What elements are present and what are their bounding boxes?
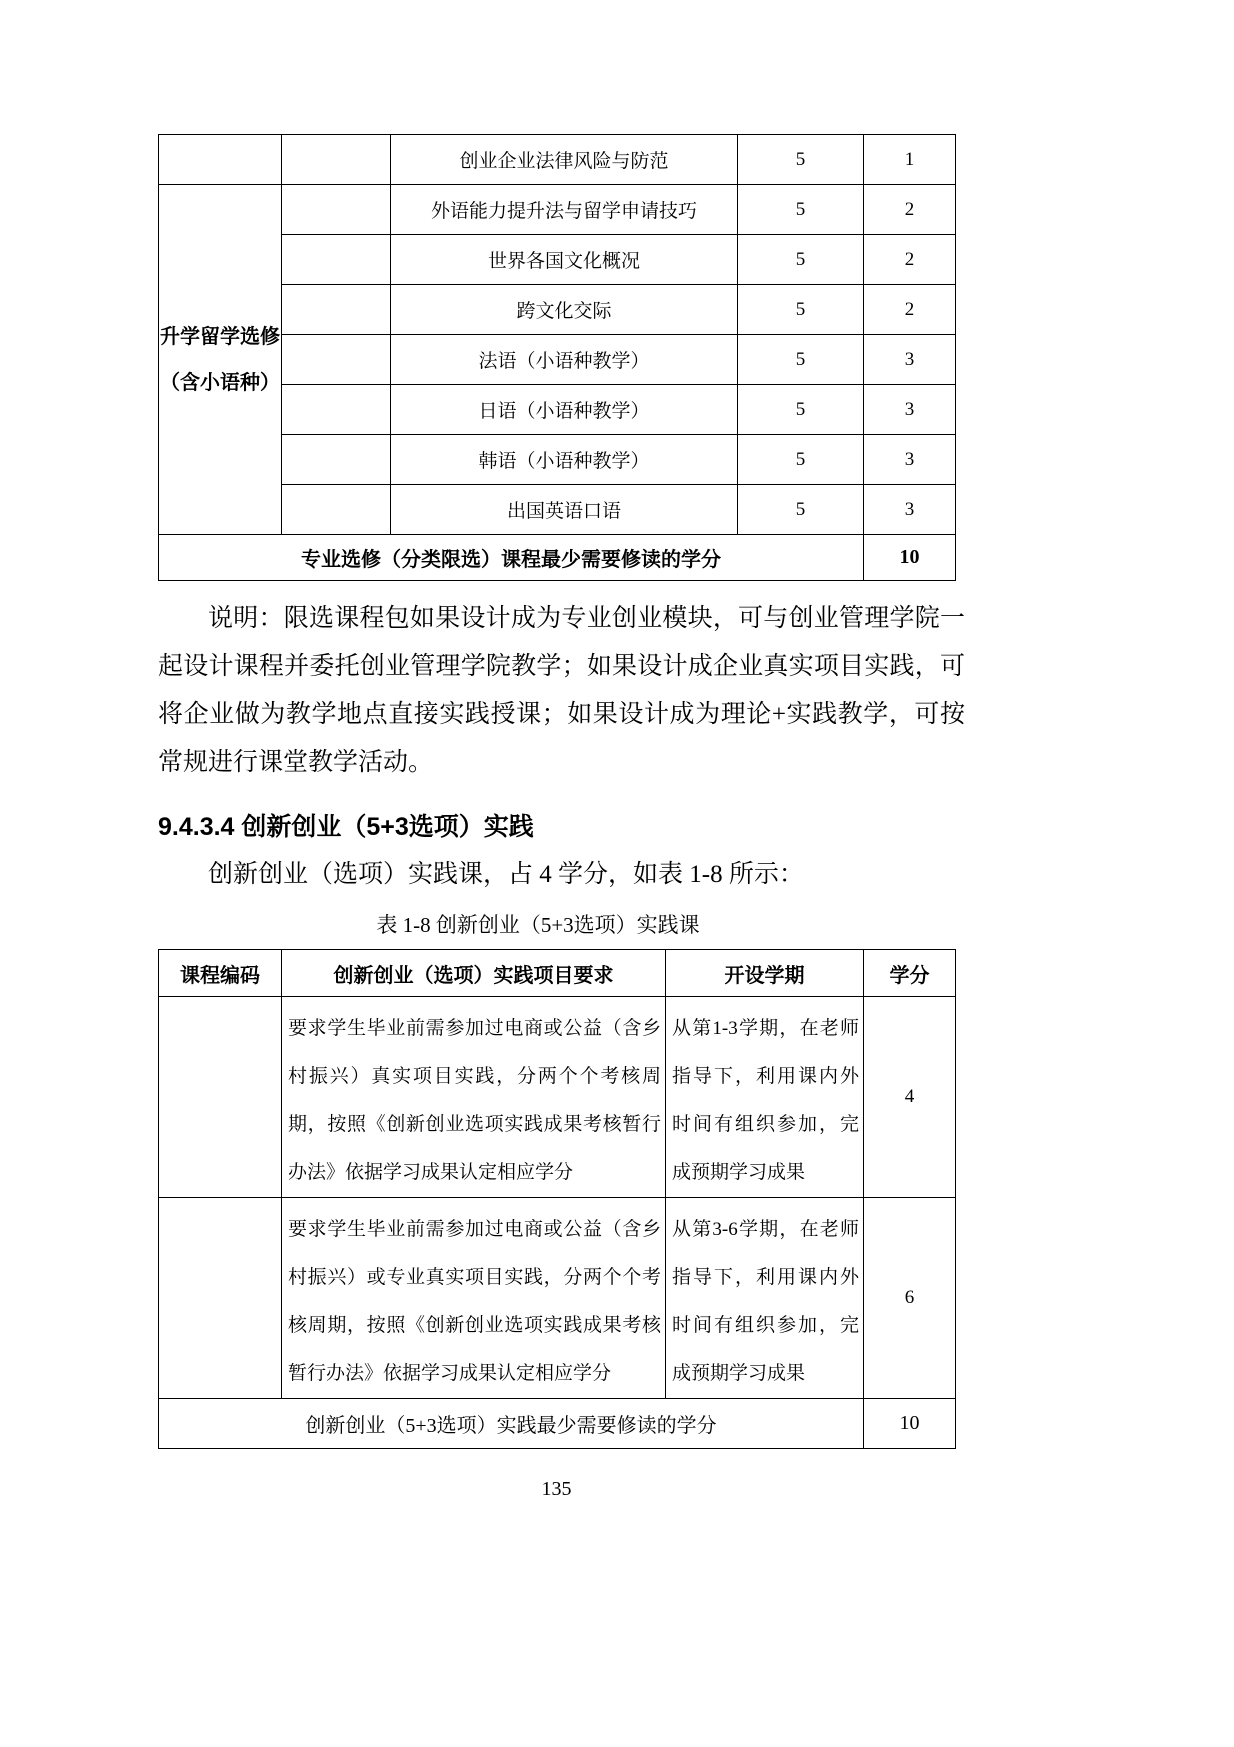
empty-cell [282, 335, 391, 385]
header-semester: 开设学期 [666, 950, 864, 997]
summary-credits-cell: 10 [864, 1399, 956, 1449]
course-name-cell: 出国英语口语 [391, 485, 738, 535]
table-header-row [159, 950, 956, 997]
hours-cell: 5 [738, 485, 864, 535]
table-row [159, 185, 956, 235]
semester-cell: 从第3-6学期，在老师指导下，利用课内外时间有组织参加，完成预期学习成果 [666, 1198, 864, 1399]
empty-cell [159, 135, 282, 185]
hours-cell: 5 [738, 335, 864, 385]
course-group-label [159, 185, 282, 535]
hours-cell: 5 [738, 235, 864, 285]
table-row [159, 135, 956, 185]
course-code-cell [159, 997, 282, 1198]
table-row [159, 997, 956, 1198]
course-name-cell: 创业企业法律风险与防范 [391, 135, 738, 185]
empty-cell [282, 235, 391, 285]
course-name-cell: 外语能力提升法与留学申请技巧 [391, 185, 738, 235]
table-summary-row [159, 1399, 956, 1449]
group-label-line2: （含小语种） [160, 371, 280, 394]
credits-cell: 2 [864, 285, 956, 335]
note-paragraph: 说明：限选课程包如果设计成为专业创业模块，可与创业管理学院一起设计课程并委托创业管理学院教学；如果设计成企业真实项目实践，可将企业做为教学地点直接实践授课；如果设计成为理论+实践教学，可按常规进行课堂教学活动。 [158, 605, 965, 776]
semester-cell: 从第1-3学期，在老师指导下，利用课内外时间有组织参加，完成预期学习成果 [666, 997, 864, 1198]
header-requirement: 创新创业（选项）实践项目要求 [282, 950, 666, 997]
hours-cell: 5 [738, 435, 864, 485]
credits-cell: 4 [864, 997, 956, 1198]
credits-cell: 3 [864, 435, 956, 485]
credits-cell: 2 [864, 235, 956, 285]
table-row [159, 1198, 956, 1399]
course-name-cell: 日语（小语种教学） [391, 385, 738, 435]
intro-paragraph: 创新创业（选项）实践课，占 4 学分，如表 1-8 所示： [208, 861, 804, 888]
empty-cell [282, 285, 391, 335]
header-credits: 学分 [864, 950, 956, 997]
course-name-cell: 法语（小语种教学） [391, 335, 738, 385]
empty-cell [282, 385, 391, 435]
section-heading: 9.4.3.4 创新创业（5+3选项）实践 [158, 813, 534, 841]
summary-credits-cell: 10 [864, 535, 956, 581]
table-summary-row [159, 535, 956, 581]
credits-cell: 3 [864, 385, 956, 435]
empty-cell [282, 485, 391, 535]
page-content [158, 134, 965, 1449]
course-name-cell: 韩语（小语种教学） [391, 435, 738, 485]
summary-label-cell: 专业选修（分类限选）课程最少需要修读的学分 [159, 535, 864, 581]
credits-cell: 6 [864, 1198, 956, 1399]
course-name-cell: 跨文化交际 [391, 285, 738, 335]
header-course-code: 课程编码 [159, 950, 282, 997]
elective-courses-table [158, 134, 956, 581]
summary-label-cell: 创新创业（5+3选项）实践最少需要修读的学分 [159, 1399, 864, 1449]
credits-cell: 2 [864, 185, 956, 235]
credits-cell: 3 [864, 485, 956, 535]
requirement-cell: 要求学生毕业前需参加过电商或公益（含乡村振兴）或专业真实项目实践，分两个个考核周期，按照《创新创业选项实践成果考核暂行办法》依据学习成果认定相应学分 [282, 1198, 666, 1399]
empty-cell [282, 435, 391, 485]
group-label-line1: 升学留学选修 [160, 325, 280, 348]
hours-cell: 5 [738, 135, 864, 185]
hours-cell: 5 [738, 385, 864, 435]
requirement-cell: 要求学生毕业前需参加过电商或公益（含乡村振兴）真实项目实践，分两个个考核周期，按照《创新创业选项实践成果考核暂行办法》依据学习成果认定相应学分 [282, 997, 666, 1198]
hours-cell: 5 [738, 285, 864, 335]
hours-cell: 5 [738, 185, 864, 235]
course-code-cell [159, 1198, 282, 1399]
credits-cell: 3 [864, 335, 956, 385]
empty-cell [282, 185, 391, 235]
empty-cell [282, 135, 391, 185]
course-name-cell: 世界各国文化概况 [391, 235, 738, 285]
table-caption: 表 1-8 创新创业（5+3选项）实践课 [376, 913, 700, 937]
practice-course-table [158, 949, 956, 1449]
page-number: 135 [541, 1478, 572, 1500]
credits-cell: 1 [864, 135, 956, 185]
